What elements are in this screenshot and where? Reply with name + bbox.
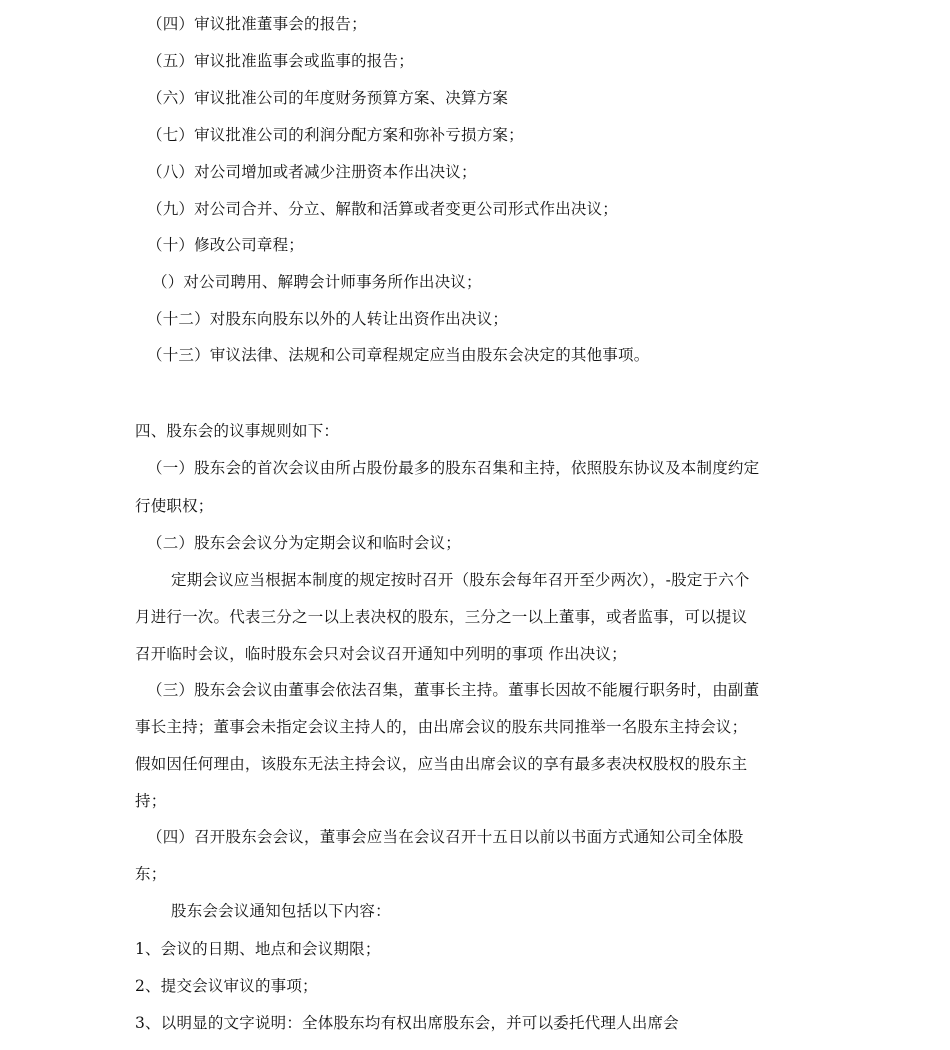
text-line-10: （十三）审议法律、法规和公司章程规定应当由股东会决定的其他事项。 — [147, 346, 650, 364]
text-line-5: （八）对公司增加或者减少注册资本作出决议； — [147, 163, 477, 181]
text-line-7: （十）修改公司章程； — [147, 236, 305, 254]
text-line-24: 股东会会议通知包括以下内容： — [171, 902, 391, 920]
text-line-8: （）对公司聘用、解聘会计师事务所作出决议； — [152, 273, 482, 291]
text-line-1: （四）审议批准董事会的报告； — [147, 15, 367, 33]
text-line-16: 月进行一次。代表三分之一以上表决权的股东，三分之一以上董事，或者监事，可以提议 — [135, 608, 748, 626]
text-line-6: （九）对公司合并、分立、解散和活算或者变更公司形式作出决议； — [147, 200, 619, 218]
text-line-9: （十二）对股东向股东以外的人转让出资作出决议； — [147, 310, 509, 328]
text-line-3: （六）审议批准公司的年度财务预算方案、决算方案 — [147, 89, 509, 107]
text-line-25: 1、会议的日期、地点和会议期限； — [135, 940, 381, 958]
section-heading: 四、股东会的议事规则如下： — [135, 422, 340, 440]
text-line-4: （七）审议批准公司的利润分配方案和弥补亏损方案； — [147, 126, 524, 144]
text-line-2: （五）审议批准监事会或监事的报告； — [147, 52, 414, 70]
text-line-23: 东； — [135, 865, 167, 883]
text-line-12: （一）股东会的首次会议由所占股份最多的股东召集和主持，依照股东协议及本制度约定 — [147, 459, 760, 477]
text-line-13: 行使职权； — [135, 497, 214, 515]
text-line-19: 事长主持；董事会未指定会议主持人的，由出席会议的股东共同推举一名股东主持会议； — [135, 718, 748, 736]
text-line-22: （四）召开股东会会议，董事会应当在会议召开十五日以前以书面方式通知公司全体股 — [147, 828, 744, 846]
text-line-21: 持； — [135, 792, 167, 810]
text-line-15: 定期会议应当根据本制度的规定按时召开（股东会每年召开至少两次），-股定于六个 — [171, 571, 750, 589]
text-line-26: 2、提交会议审议的事项； — [135, 977, 318, 995]
text-line-20: 假如因任何理由，该股东无法主持会议，应当由出席会议的享有最多表决权股权的股东主 — [135, 755, 748, 773]
text-line-17: 召开临时会议，临时股东会只对会议召开通知中列明的事项 作出决议； — [135, 645, 627, 663]
text-line-14: （二）股东会会议分为定期会议和临时会议； — [147, 534, 462, 552]
text-line-18: （三）股东会会议由董事会依法召集，董事长主持。董事长因故不能履行职务时，由副董 — [147, 681, 760, 699]
text-line-27: 3、以明显的文字说明：全体股东均有权出席股东会，并可以委托代理人出席会 — [135, 1014, 679, 1032]
